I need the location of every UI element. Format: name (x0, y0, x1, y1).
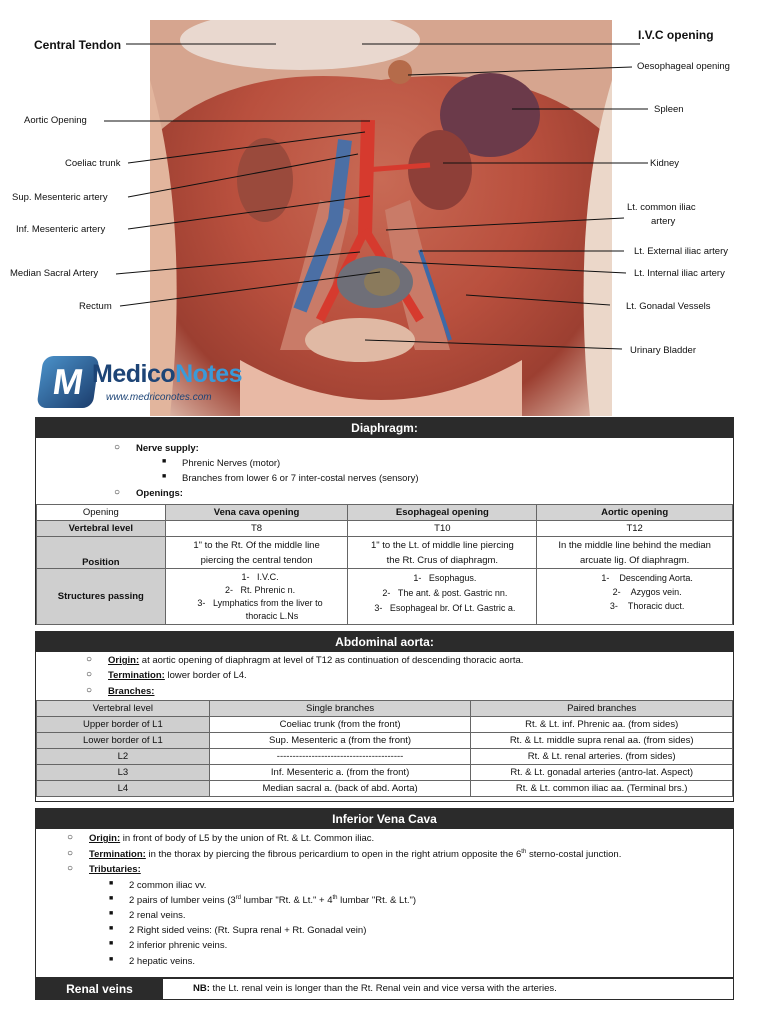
structure-eso-3 (356, 601, 533, 616)
openings-item (114, 487, 183, 499)
vertebral-aortic: T12 (537, 521, 733, 537)
label-rectum: Rectum (79, 301, 112, 312)
tributary-text: 2 hepatic veins. (129, 956, 196, 967)
aorta-origin-item (86, 654, 524, 666)
aorta-row (37, 765, 733, 781)
tributary-sup: th (332, 895, 338, 901)
col-aortic: Aortic opening (537, 505, 733, 521)
label-central-tendon: Central Tendon (34, 38, 122, 52)
tributary-item (109, 956, 196, 967)
text: thoracic L.Ns (245, 610, 299, 621)
col-vertebral-level: Vertebral level (37, 701, 210, 717)
structures-label: Structures passing (37, 569, 166, 625)
circle-bullet-icon: ○ (67, 848, 74, 859)
structure-eso-1 (356, 571, 533, 586)
tributary-text: 2 inferior phrenic veins. (129, 940, 228, 951)
vertebral-vc: T8 (165, 521, 348, 537)
num: 1- (601, 573, 610, 583)
circle-bullet-icon: ○ (114, 487, 121, 498)
circle-bullet-icon: ○ (86, 654, 93, 665)
nerve-supply-label: Nerve supply: (136, 443, 199, 454)
tributary-text: 2 Right sided veins: (Rt. Supra renal + Rt. Gonadal vein) (129, 925, 367, 936)
num: 3- (374, 603, 383, 613)
structure-aortic-3 (565, 599, 729, 613)
aorta-shape (365, 120, 368, 235)
nerve-item-2 (162, 473, 419, 484)
ivc-tributaries-item (67, 863, 141, 875)
row-level: Upper border of L1 (37, 717, 210, 733)
right-kidney-shape (237, 138, 293, 222)
aorta-row (37, 749, 733, 765)
structure-vc-4 (176, 610, 345, 623)
label-sup-mesenteric: Sup. Mesenteric artery (12, 192, 108, 203)
aorta-branches-table (36, 700, 733, 797)
label-median-sacral: Median Sacral Artery (10, 268, 99, 279)
col-vena-cava: Vena cava opening (165, 505, 348, 521)
row-paired: Rt. & Lt. renal arteries. (from sides) (471, 749, 733, 765)
ivc-tributaries-label: Tributaries: (89, 864, 141, 875)
left-kidney-shape (408, 130, 472, 210)
position-vc (165, 537, 348, 569)
structure-vc-3 (176, 597, 345, 610)
label-oesophageal-opening: Oesophageal opening (637, 61, 730, 72)
circle-bullet-icon: ○ (67, 863, 74, 874)
position-eso-line1: 1" to the Lt. of middle line piercing (370, 539, 514, 551)
structures-eso (348, 569, 537, 625)
tributary-text: 2 pairs of lumber veins (3 (129, 895, 236, 907)
position-eso-line2: the Rt. Crus of diaphragm. (386, 554, 499, 566)
text: Lymphatics from the liver to (212, 597, 323, 608)
circle-bullet-icon: ○ (67, 832, 74, 843)
oesophagus-shape (388, 60, 412, 84)
label-urinary-bladder: Urinary Bladder (630, 345, 696, 356)
tributary-sup: rd (235, 895, 242, 901)
aorta-row (37, 717, 733, 733)
structures-aortic (537, 569, 733, 625)
nerve-item-1 (162, 458, 281, 469)
ivc-section (35, 808, 734, 978)
label-aortic-opening: Aortic Opening (24, 115, 87, 126)
label-lt-gonadal: Lt. Gonadal Vessels (626, 301, 711, 312)
diaphragm-title: Diaphragm: (36, 418, 733, 438)
square-bullet-icon: ■ (109, 940, 114, 947)
row-level: L2 (37, 749, 210, 765)
right-wall (584, 80, 612, 416)
openings-table (36, 504, 733, 625)
logo-m-badge: M (36, 356, 99, 408)
row-paired: Rt. & Lt. gonadal arteries (antro-lat. Aspect) (471, 765, 733, 781)
row-single: Median sacral a. (back of abd. Aorta) (209, 781, 471, 797)
bladder-shape (305, 318, 415, 362)
tributary-text: lumbar "Rt. & Lt." + 4 (241, 895, 333, 907)
num: 3- (197, 597, 206, 608)
square-bullet-icon: ■ (162, 458, 167, 465)
position-label: Position (37, 537, 166, 569)
square-bullet-icon: ■ (109, 925, 114, 932)
row-single: Coeliac trunk (from the front) (209, 717, 471, 733)
structure-eso-2 (356, 586, 533, 601)
logo-wordmark (92, 360, 242, 389)
structure-aortic-1 (565, 571, 729, 585)
square-bullet-icon: ■ (162, 473, 167, 480)
ivc-origin-label: Origin: (89, 833, 121, 844)
vertebral-row (37, 521, 733, 537)
row-single: Sup. Mesenteric a (from the front) (209, 733, 471, 749)
logo-medico: Medico (92, 360, 176, 388)
row-level: L3 (37, 765, 210, 781)
circle-bullet-icon: ○ (86, 685, 93, 696)
vertebral-eso: T10 (348, 521, 537, 537)
row-level: L4 (37, 781, 210, 797)
structure-vc-2 (176, 584, 345, 597)
text: I.V.C. (256, 571, 279, 582)
label-coeliac-trunk: Coeliac trunk (65, 158, 121, 169)
openings-label: Openings: (136, 488, 183, 499)
ivc-termination-item (67, 848, 622, 861)
pelvic-floor (240, 360, 522, 416)
text: Thoracic duct. (627, 601, 685, 611)
anatomy-figure (0, 0, 768, 416)
num: 2- (382, 588, 391, 598)
col-esophageal: Esophageal opening (348, 505, 537, 521)
vertebral-label: Vertebral level (37, 521, 166, 537)
row-paired: Rt. & Lt. inf. Phrenic aa. (from sides) (471, 717, 733, 733)
tributary-item (109, 925, 367, 936)
ivc-title: Inferior Vena Cava (36, 809, 733, 829)
nerve-supply-item (114, 442, 199, 454)
text: Rt. Phrenic n. (240, 584, 296, 595)
position-eso (348, 537, 537, 569)
structures-row (37, 569, 733, 625)
num: 2- (612, 587, 621, 597)
row-single: ---------------------------------------- (209, 749, 471, 765)
nerve-text-2: Branches from lower 6 or 7 inter-costal nerves (sensory) (182, 473, 419, 484)
label-lt-common-iliac-line2: artery (651, 216, 676, 227)
row-paired: Rt. & Lt. common iliac aa. (Terminal brs.) (471, 781, 733, 797)
label-lt-internal-iliac: Lt. Internal iliac artery (634, 268, 725, 279)
col-paired-branches: Paired branches (471, 701, 733, 717)
text: The ant. & post. Gastric nn. (397, 588, 508, 598)
aorta-branches-item (86, 685, 155, 697)
position-aortic-line2: arcuate lig. Of diaphragm. (579, 554, 690, 566)
row-level: Lower border of L1 (37, 733, 210, 749)
ivc-termination-text-b: sterno-costal junction. (526, 849, 622, 861)
ivc-termination-sup: th (521, 849, 527, 855)
renal-note-text: the Lt. renal vein is longer than the Rt. Renal vein and vice versa with the arteries. (209, 983, 557, 994)
num: 1- (241, 571, 250, 582)
position-aortic (537, 537, 733, 569)
col-single-branches: Single branches (209, 701, 471, 717)
square-bullet-icon: ■ (109, 895, 114, 902)
aorta-termination-item (86, 669, 247, 681)
ivc-termination-label: Termination: (89, 849, 146, 861)
position-vc-line2: piercing the central tendon (200, 554, 313, 566)
num: 1- (413, 573, 422, 583)
aorta-termination-label: Termination: (108, 670, 165, 681)
text: Descending Aorta. (619, 573, 693, 583)
aorta-row (37, 733, 733, 749)
nb-label: NB: (193, 983, 210, 994)
row-single: Inf. Mesenteric a. (from the front) (209, 765, 471, 781)
openings-header-row (37, 505, 733, 521)
label-ivc-opening: I.V.C opening (638, 28, 714, 42)
num: 2- (225, 584, 234, 595)
rectum-inner (364, 268, 400, 296)
label-inf-mesenteric: Inf. Mesenteric artery (16, 224, 106, 235)
tributary-text: 2 renal veins. (129, 910, 186, 921)
tributary-text: lumbar "Rt. & Lt.") (337, 895, 417, 907)
col-opening: Opening (37, 505, 166, 521)
tributary-item (109, 940, 228, 951)
tributary-item (109, 910, 186, 921)
square-bullet-icon: ■ (109, 880, 114, 887)
aorta-section (35, 631, 734, 802)
ivc-termination-text-a: in the thorax by piercing the fibrous pericardium to open in the right atrium opposite the 6 (145, 849, 522, 861)
aorta-origin-text: at aortic opening of diaphragm at level of T12 as continuation of descending thoracic aorta. (139, 655, 524, 666)
structure-aortic-2 (565, 585, 729, 599)
diaphragm-section (35, 417, 734, 625)
aorta-header-row (37, 701, 733, 717)
medico-notes-logo (36, 350, 251, 412)
structures-vc (165, 569, 348, 625)
aorta-title: Abdominal aorta: (36, 632, 733, 652)
logo-notes: Notes (175, 360, 243, 388)
position-row (37, 537, 733, 569)
aorta-termination-text: lower border of L4. (164, 670, 247, 681)
logo-url: www.medriconotes.com (106, 392, 212, 403)
ivc-origin-item (67, 832, 375, 844)
label-lt-external-iliac: Lt. External iliac artery (634, 246, 728, 257)
aorta-origin-label: Origin: (108, 655, 140, 666)
row-paired: Rt. & Lt. middle supra renal aa. (from sides) (471, 733, 733, 749)
circle-bullet-icon: ○ (114, 442, 121, 453)
text: Esophagus. (428, 573, 477, 583)
renal-veins-note (193, 983, 557, 994)
renal-veins-title: Renal veins (36, 979, 163, 999)
label-lt-common-iliac: Lt. common iliac (627, 202, 696, 213)
square-bullet-icon: ■ (109, 910, 114, 917)
renal-veins-section (35, 978, 734, 1000)
position-vc-line1: 1" to the Rt. Of the middle line (193, 539, 320, 551)
aorta-row (37, 781, 733, 797)
tributary-item (109, 880, 207, 891)
structure-vc-1 (176, 571, 345, 584)
label-kidney: Kidney (650, 158, 680, 169)
text: Esophageal br. Of Lt. Gastric a. (389, 603, 516, 613)
tributary-item (109, 895, 417, 907)
circle-bullet-icon: ○ (86, 669, 93, 680)
square-bullet-icon: ■ (109, 956, 114, 963)
nerve-text-1: Phrenic Nerves (motor) (182, 458, 281, 469)
ivc-origin-text: in front of body of L5 by the union of Rt. & Lt. Common iliac. (120, 833, 375, 844)
num: 3- (609, 601, 618, 611)
position-aortic-line1: In the middle line behind the median (558, 539, 711, 551)
text: Azygos vein. (630, 587, 682, 597)
label-spleen: Spleen (654, 104, 684, 115)
aorta-branches-label: Branches: (108, 686, 155, 697)
tributary-text: 2 common iliac vv. (129, 880, 207, 891)
